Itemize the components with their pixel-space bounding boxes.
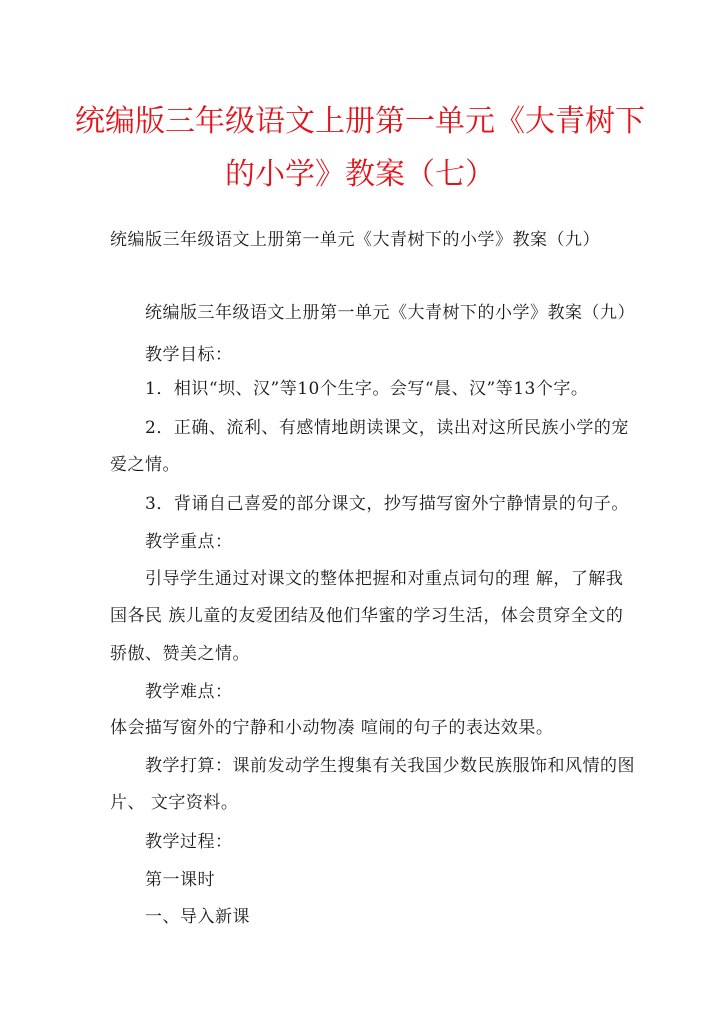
lesson-period-heading: 第一课时 (145, 870, 215, 890)
section-heading-difficulties: 教学难点： (145, 682, 233, 702)
document-subtitle: 统编版三年级语文上册第一单元《大青树下的小学》教案（九） (110, 230, 600, 250)
key-points-text-line2: 国各民 族儿童的友爱团结及他们华蜜的学习生活，体会贯穿全文的 (110, 606, 624, 626)
section-heading-objectives: 教学目标： (145, 345, 233, 365)
preparation-text-line1: 教学打算：课前发动学生搜集有关我国少数民族服饰和风情的图 (145, 756, 635, 776)
objective-item-3: 3．背诵自己喜爱的部分课文，抄写描写窗外宁静情景的句子。 (145, 494, 629, 514)
objective-item-1: 1．相识“坝、汉”等10个生字。会写“晨、汉”等13个字。 (145, 379, 589, 399)
section-heading-key-points: 教学重点： (145, 532, 233, 552)
document-title-line1: 统编版三年级语文上册第一单元《大青树下 (75, 104, 645, 139)
objective-item-2-continued: 爱之情。 (110, 455, 180, 475)
preparation-text-line2: 片、 文字资料。 (110, 793, 239, 813)
lesson-step-heading: 一、导入新课 (145, 907, 250, 927)
document-title-line2: 的小学》教案（七） (225, 157, 495, 192)
body-paragraph-heading: 统编版三年级语文上册第一单元《大青树下的小学》教案（九） (145, 303, 635, 323)
section-heading-process: 教学过程： (145, 832, 233, 852)
key-points-text-line3: 骄傲、赞美之情。 (110, 644, 250, 664)
key-points-text-line1: 引导学生通过对课文的整体把握和对重点词句的理 解，了解我 (145, 569, 624, 589)
objective-item-2: 2．正确、流利、有感情地朗读课文，读出对这所民族小学的宠 (145, 418, 629, 438)
difficulties-text: 体会描写窗外的宁静和小动物凑 喧闹的句子的表达效果。 (110, 718, 554, 738)
